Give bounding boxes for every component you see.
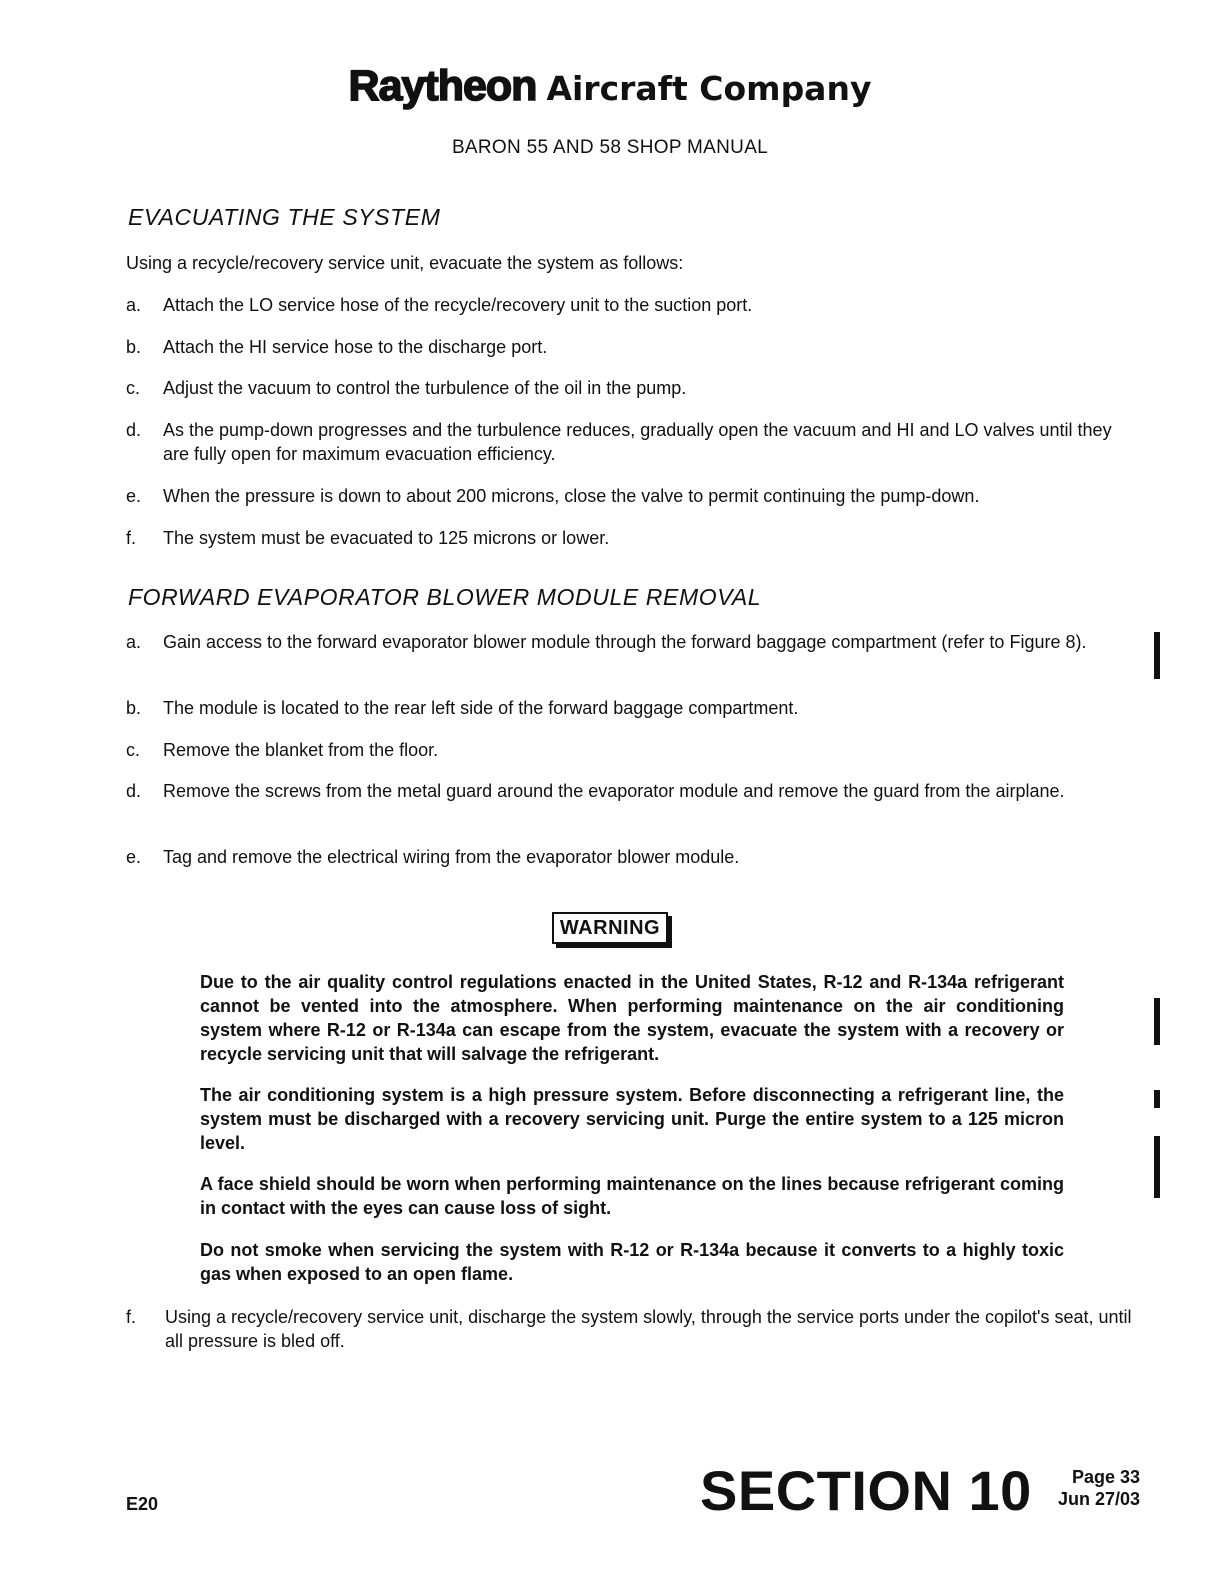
page-header [0, 62, 1220, 111]
removal-step [126, 738, 1136, 762]
footer-code: E20 [126, 1494, 159, 1514]
removal-step [126, 845, 1136, 869]
step-text: Remove the screws from the metal guard around the evaporator module and remove the guard from the airplane. [163, 781, 1065, 801]
step-text: As the pump-down progresses and the turbulence reduces, gradually open the vacuum and HI and LO valves until they are fully open for maximum evacuation efficiency. [163, 420, 1112, 464]
change-bar [1154, 1090, 1160, 1108]
company-word: Aircraft Company [546, 69, 872, 108]
step-letter: a. [126, 632, 142, 652]
step-text: Attach the HI service hose to the discharge port. [163, 337, 548, 357]
revision-date: Jun 27/03 [1057, 1489, 1140, 1509]
step-letter: e. [126, 847, 142, 867]
removal-step [126, 630, 1136, 654]
step-letter: d. [126, 420, 142, 440]
warning-paragraph: Do not smoke when servicing the system with R-12 or R-134a because it converts to a highly toxic gas when exposed to an open flame. [200, 1240, 1064, 1284]
warning-label: WARNING [552, 912, 668, 944]
removal-step-final [126, 1305, 1138, 1353]
step-letter: f. [126, 1307, 137, 1327]
step-letter: c. [126, 740, 141, 760]
removal-heading: FORWARD EVAPORATOR BLOWER MODULE REMOVAL [128, 584, 762, 610]
footer-section: SECTION 10 [700, 1459, 1032, 1522]
step-text: Tag and remove the electrical wiring from the evaporator blower module. [163, 847, 740, 867]
evacuating-intro: Using a recycle/recovery service unit, evacuate the system as follows: [126, 253, 684, 273]
change-bar [1154, 632, 1160, 679]
manual-title: BARON 55 AND 58 SHOP MANUAL [451, 137, 769, 158]
warning-paragraph: A face shield should be worn when performing maintenance on the lines because refrigerant coming in contact with the eyes can cause loss of sight. [200, 1174, 1064, 1218]
logo-word: Raytheon [348, 62, 537, 110]
step-letter: d. [126, 781, 142, 801]
step-letter: e. [126, 486, 142, 506]
company-logo [349, 62, 872, 111]
warning-paragraph: Due to the air quality control regulations enacted in the United States, R-12 and R-134a refrigerant cannot be vented into the atmosphere. When performing maintenance on the air conditioning system where R-12 or R-134a can escape from the system, evacuate the system with a recovery or recycle servicing unit that will salvage the refrigerant. [200, 972, 1064, 1064]
evacuating-heading: EVACUATING THE SYSTEM [128, 204, 441, 230]
footer-page-info [1030, 1466, 1140, 1510]
removal-step [126, 779, 1136, 803]
evacuating-step [126, 526, 1136, 550]
step-letter: c. [126, 378, 141, 398]
step-text: Gain access to the forward evaporator blower module through the forward baggage compartment (refer to Figure 8). [163, 632, 1087, 652]
evacuating-step [126, 484, 1136, 508]
step-text: Adjust the vacuum to control the turbulence of the oil in the pump. [163, 378, 687, 398]
step-letter: b. [126, 337, 142, 357]
step-letter: b. [126, 698, 142, 718]
warning-label-wrap [0, 912, 1220, 944]
step-letter: a. [126, 295, 142, 315]
step-text: When the pressure is down to about 200 microns, close the valve to permit continuing the pump-down. [163, 486, 980, 506]
page-number: Page 33 [1071, 1467, 1140, 1487]
step-letter: f. [126, 528, 137, 548]
step-text: Remove the blanket from the floor. [163, 740, 439, 760]
change-bar [1154, 998, 1160, 1045]
warning-paragraph: The air conditioning system is a high pressure system. Before disconnecting a refrigerant line, the system must be discharged with a recovery servicing unit. Purge the entire system to a 125 micron level. [200, 1085, 1064, 1153]
step-text: The module is located to the rear left side of the forward baggage compartment. [163, 698, 799, 718]
evacuating-step [126, 335, 1136, 359]
step-text: The system must be evacuated to 125 microns or lower. [163, 528, 610, 548]
change-bar [1154, 1136, 1160, 1198]
evacuating-step [126, 293, 1136, 317]
step-text: Attach the LO service hose of the recycle/recovery unit to the suction port. [163, 295, 753, 315]
step-text: Using a recycle/recovery service unit, discharge the system slowly, through the service ports under the copilot's seat, until all pressure is bled off. [165, 1307, 1132, 1351]
evacuating-step [126, 376, 1136, 400]
evacuating-step [126, 418, 1136, 466]
removal-step [126, 696, 1136, 720]
